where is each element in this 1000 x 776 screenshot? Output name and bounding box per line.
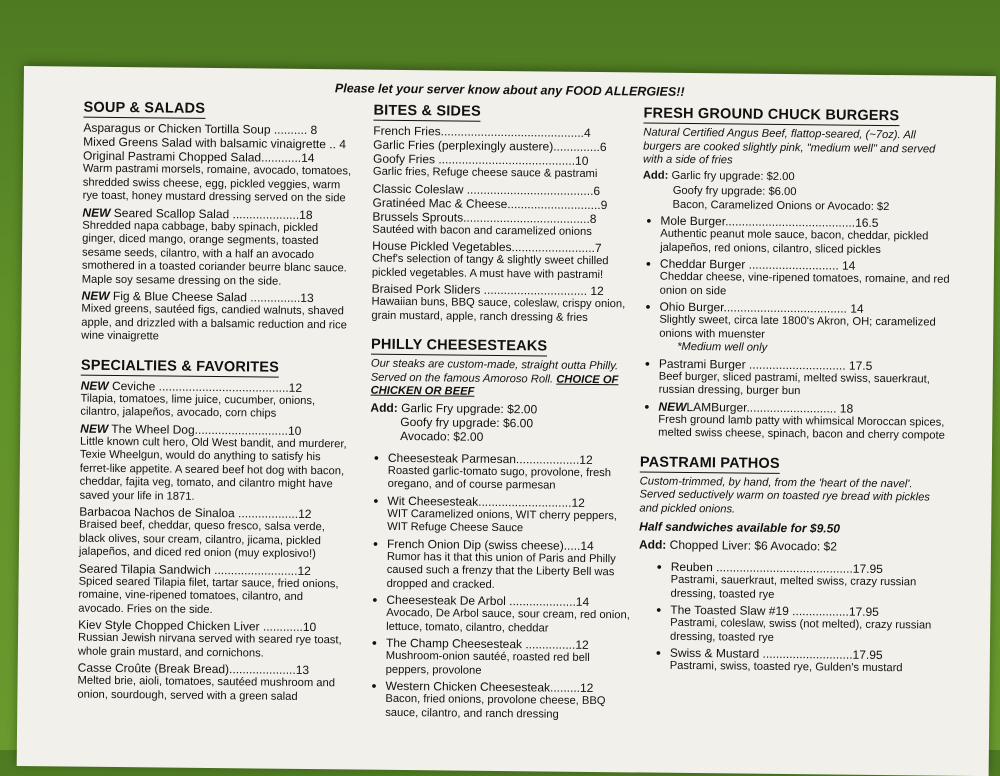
item-description: WIT Caramelized onions, WIT cherry peppers, WIT Refuge Cheese Sauce [387,507,618,535]
menu-item-casse-croute: Casse Croûte (Break Bread)....................13 [77,660,310,678]
item-description: Warm pastrami morsels, romaine, avocado, tomatoes, shredded swiss cheese, egg, pickled veggies, warm rye toast, honey mustard dressing served on the side [82,162,352,205]
menu-item-toasted-slaw: • The Toasted Slaw #19 .................17.95 [652,603,948,620]
add-label: Add: [638,537,667,552]
menu-item-western: • Western Chicken Cheesesteak.........12 [367,679,629,696]
burgers-heading: FRESH GROUND CHUCK BURGERS [643,105,900,125]
add-label: Add: [642,168,669,182]
menu-item-cheddar-burger: • Cheddar Burger ........................... 14 [642,256,952,273]
add-option: Garlic fry upgrade: $2.00 [671,169,795,183]
item-description: Rumor has it that this union of Paris and Philly caused such a frenzy that the Liberty Bell was dropped and cracked. [386,550,616,591]
menu-item-pastrami-burger: • Pastrami Burger ............................. 17.5 [641,356,951,373]
menu-item-garlic-fries: Garlic Fries (perplexingly austere)..............6 [373,137,607,155]
menu-item-mole-burger: • Mole Burger.......................................16.5 [642,213,952,230]
menu-item-swiss-mustard: • Swiss & Mustard ...........................17.95 [652,646,948,663]
add-option: Chopped Liver: $6 Avocado: $2 [669,537,838,554]
item-description: Beef burger, sliced pastrami, melted swiss, sauerkraut, russian dressing, burger bun [658,370,930,398]
item-description: Avocado, De Arbol sauce, sour cream, red onion, lettuce, tomato, cilantro, cheddar [386,606,630,635]
burger-intro: Natural Certified Angus Beef, flattop-seared, (~7oz). All burgers are cooked slightly pink, "medium well" and served with a side of fries [642,126,936,167]
soup-salads-heading: SOUP & SALADS [83,99,206,117]
column-left [77,99,355,707]
menu-item-nachos: Barbacoa Nachos de Sinaloa ..................12 [79,504,312,522]
philly-add-option: Avocado: $2.00 [400,428,484,444]
item-label: LAMBurger........................... 18 [686,399,854,416]
intro-text: Our steaks are custom-made, straight outta Philly. Served on the famous Amoroso Roll. [370,357,619,386]
menu-item-pastrami-salad: Original Pastrami Chopped Salad............14 [82,148,315,166]
allergy-notice: Please let your server know about any FOOD ALLERGIES!! [334,81,685,99]
menu-item-ohio-burger: • Ohio Burger..................................... 14 [641,299,951,316]
item-description: Mixed greens, sautéed figs, candied walnuts, shaved apple, and drizzled with a balsamic reduction and rice wine vinaigrette [81,302,347,343]
item-description: Russian Jewish nirvana served with seared rye toast, whole grain mustard, and cornichons. [77,631,342,660]
add-option: Garlic Fry upgrade: $2.00 [401,400,538,416]
menu-item-kiev: Kiev Style Chopped Chicken Liver ............10 [78,617,317,635]
item-description: Chef's selection of tangy & slightly sweet chilled pickled vegetables. A must have with pastrami! [371,252,609,281]
burger-add-option: Goofy fry upgrade: $6.00 [672,184,797,199]
choice-text: CHOICE OF CHICKEN OR BEEF [370,373,619,398]
philly-heading: PHILLY CHEESESTEAKS [371,336,548,355]
menu-item-champ: • The Champ Cheesesteak ...............12 [368,636,630,653]
item-description: Braised beef, cheddar, queso fresco, salsa verde, black olives, sour cream, cilantro, jicama, pickled jalapeños, and diced red onion (muy explosivo!) [78,518,325,561]
menu-item-de-arbol: • Cheesesteak De Arbol ....................14 [368,593,630,610]
column-right [638,104,954,678]
philly-add-option: Goofy fry upgrade: $6.00 [400,414,534,430]
menu-item-wit: • Wit Cheesesteak............................12 [369,493,631,510]
menu-item-reuben: • Reuben .........................................17.95 [653,560,949,577]
bites-sides-heading: BITES & SIDES [373,102,481,120]
menu-item-brussels: Brussels Sprouts......................................8 [372,209,597,226]
item-label: Fig & Blue Cheese Salad ...............13 [112,288,314,306]
item-label: Seared Scallop Salad ....................18 [113,205,313,222]
menu-item-fries: French Fries...........................................4 [373,123,591,140]
item-description: Garlic fries, Refuge cheese sauce & pastrami [372,165,598,181]
item-description: Pastrami, swiss, toasted rye, Gulden's mustard [669,659,903,675]
pastrami-pathos-heading: PASTRAMI PATHOS [639,453,780,472]
menu-item-mac: Gratinéed Mac & Cheese............................9 [372,195,608,212]
burger-add-option: Bacon, Caramelized Onions or Avocado: $2 [672,198,890,213]
item-description: Pastrami, coleslaw, swiss (not melted), crazy russian dressing, toasted rye [670,616,932,644]
menu-item-soup: Asparagus or Chicken Tortilla Soup .......... 8 [83,120,318,138]
new-badge: NEW [80,378,109,393]
item-description: Melted brie, aioli, tomatoes, sautéed mushroom and onion, sourdough, served with a green salad [77,674,336,703]
item-description: Sautéed with bacon and caramelized onions [372,223,592,238]
ohio-note: *Medium well only [677,340,768,354]
item-label: Ceviche .......................................12 [111,378,303,395]
menu-item-french-onion: • French Onion Dip (swiss cheese).....14 [369,536,631,553]
item-description: Cheddar cheese, vine-ripened tomatoes, romaine, and red onion on side [659,270,950,297]
item-description: Shredded napa cabbage, baby spinach, pickled ginger, diced mango, orange segments, toasted sesame seeds, cilantro, with a half an avocado smothered in a toasted coriander beurre blanc sauce. Maple soy sesame dressing on the side. [81,219,347,288]
item-description: Pastrami, sauerkraut, melted swiss, crazy russian dressing, toasted rye [670,573,917,601]
menu-item-goofy-fries: Goofy Fries .........................................10 [372,151,589,168]
menu-item-sliders: Braised Pork Sliders ............................... 12 [371,281,604,299]
specialties-heading: SPECIALTIES & FAVORITES [80,357,280,376]
item-description: Mushroom-onion sautéé, roasted red bell peppers, provolone [385,649,590,677]
item-description: Spiced seared Tilapia filet, tartar sauce, fried onions, romaine, vine-ripened tomatoes, cilantro, and avocado. Fries on the side. [78,575,339,616]
menu-item-tilapia: Seared Tilapia Sandwich .........................12 [78,561,311,578]
menu-item-coleslaw: Classic Coleslaw ......................................6 [372,181,601,198]
item-description: Tilapia, tomatoes, lime juice, cucumber, onions, cilantro, jalapeños, avocado, corn chips [80,392,316,420]
philly-intro [371,358,633,401]
half-sandwich-note: Half sandwiches available for $9.50 [639,519,841,536]
new-badge: NEW [80,421,109,436]
item-label: The Wheel Dog............................10 [111,421,302,438]
item-description: Bacon, fried onions, provolone cheese, BBQ sauce, cilantro, and ranch dressing [385,692,606,721]
menu-item-pickled: House Pickled Vegetables.........................7 [372,238,602,256]
item-description: Authentic peanut mole sauce, bacon, cheddar, pickled jalapeños, red onions, cilantro, sliced pickles [660,227,929,256]
item-description: Slightly sweet, circa late 1800's Akron, OH; caramelized onions with muenster [659,313,936,341]
menu-item-mixed-greens: Mixed Greens Salad with balsamic vinaigrette .. 4 [83,134,347,152]
menu-page [17,66,996,776]
menu-item-parmesan: • Cheesesteak Parmesan...................12 [370,450,632,467]
item-description: Fresh ground lamb patty with whimsical Moroccan spices, melted swiss cheese, spinach, bacon and cherry compote [658,413,945,442]
item-description: Little known cult hero, Old West bandit, and murderer, Texie Wheelgun, would do anything to satisfy his ferret-like appetite. A seared beef hot dog with bacon, cheddar, fajita veg, tomato, and cilantro might have saved your life in 1871. [79,435,347,503]
pathos-intro: Custom-trimmed, by hand, from the 'heart of the navel'. Served seductively warm on toasted rye bread with pickles and pickled onions. [639,474,930,515]
column-middle [367,102,635,725]
item-description: Roasted garlic-tomato sugo, provolone, fresh oregano, and of course parmesan [387,464,612,492]
burger-add-line [643,169,953,186]
add-label: Add: [370,400,398,415]
new-badge: NEW [658,399,687,414]
new-badge: NEW [82,205,111,220]
new-badge: NEW [81,288,110,303]
item-description: Hawaiian buns, BBQ sauce, coleslaw, crispy onion, grain mustard, apple, ranch dressing & fries [371,295,626,324]
